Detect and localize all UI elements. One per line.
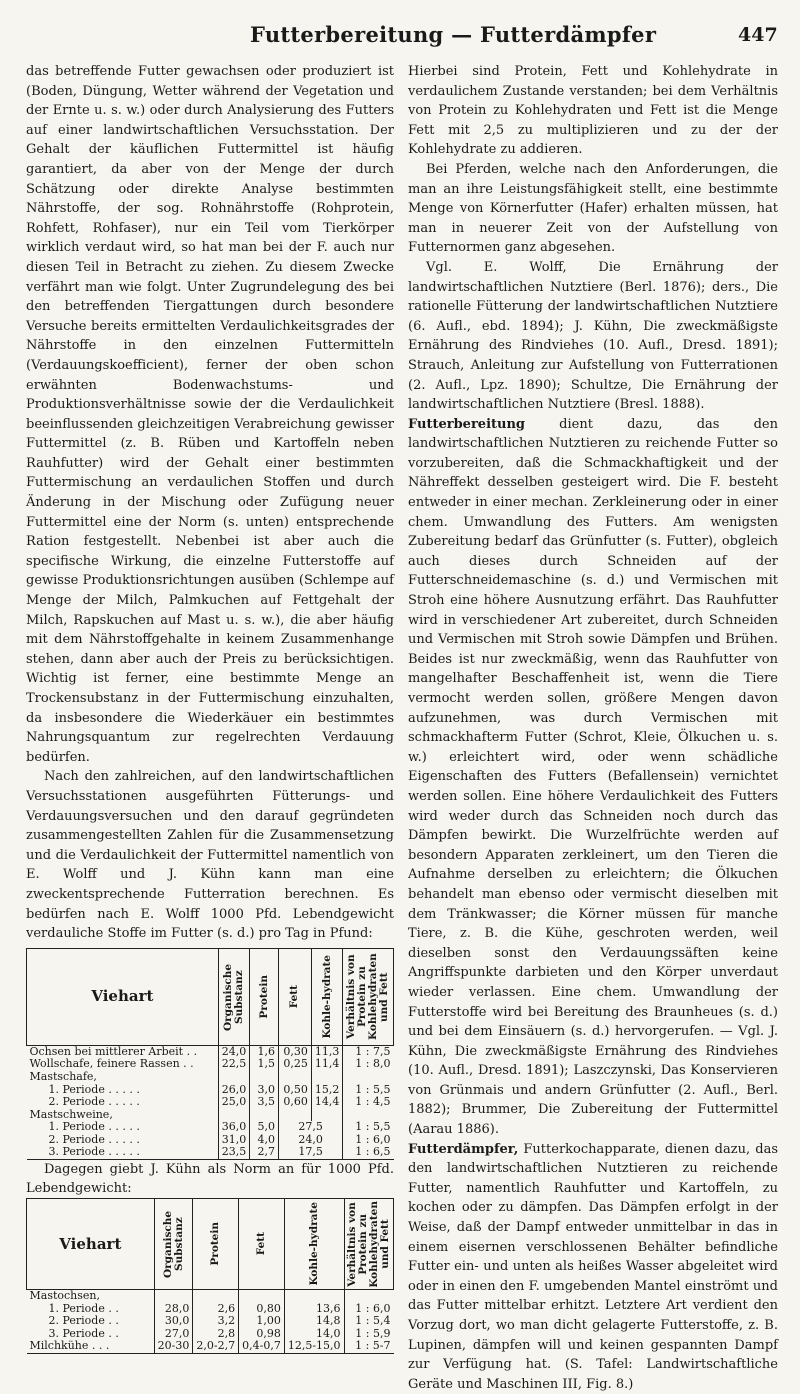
headword: Futterdämpfer, <box>408 1141 519 1157</box>
table-row: Mastschweine, <box>27 1109 394 1122</box>
column-header: Organische Substanz <box>154 1199 193 1290</box>
column-header: Protein <box>193 1199 239 1290</box>
table-row: 2. Periode . . . . . 25,0 3,5 0,60 14,4 1 : 4,5 <box>27 1096 394 1109</box>
entry-futterbereitung: Futterbereitung dient dazu, das den landwirtschaftlichen Nutztieren zu reichende Futter so vorzubereiten, daß die Schmackhaftigkeit und der Nähreffekt desselben gesteigert wird. Die F. besteht entweder in einer mechan. Zerkleinerung oder in einer chem. Umwandlung des Futters. Am wenigsten Zubereitung bedarf das Grünfutter (s. Futter), obgleich auch dieses durch Schneiden auf der Futterschneidemaschine (s. d.) und Vermischen mit Stroh eine höhere Ausnutzung erfährt. Das Rauhfutter wird in verschiedener Art zubereitet, durch Schneiden und Vermischen mit Stroh sowie Dämpfen und Brühen. Beides ist nur zweckmäßig, wenn das Rauhfutter von mangelhafter Beschaffenheit ist, wenn die Tiere vermocht werden sollen, größere Mengen davon aufzunehmen, was durch Vermischen mit schmackhafterm Futter (Schrot, Kleie, Ölkuchen u. s. w.) erleichtert wird, oder wenn schädliche Eigenschaften des Futters (Befallensein) vernichtet werden sollen. Eine höhere Verdaulichkeit des Futters wird weder durch das Schneiden noch durch das Dämpfen bewirkt. Die Wurzelfrüchte werden auf besondern Apparaten zerkleinert, um den Tieren die Aufnahme derselben zu erleichtern; die Ölkuchen behandelt man ebenso oder vermischt dieselben mit dem Tränkwasser; die Körner müssen für manche Tiere, z. B. die Kühe, geschroten werden, weil dieselben sonst den Verdauungssäften keine Angriffspunkte darbieten und den Körper unverdaut wieder verlassen. Eine chem. Umwandlung der Futterstoffe wird bei Bereitung des Braunheues (s. d.) und bei dem Einsäuern (s. d.) hervorgerufen. — Vgl. J. Kühn, Die zweckmäßigste Ernährung des Rindviehes (10. Aufl., Dresd. 1891); Laszczynski, Das Konservieren von Grünmais und andern Grünfutter (2. Aufl., Berl. 1882); Brummer, Die Zubereitung der Futtermittel (Aarau 1886). <box>408 416 778 1138</box>
paragraph: das betreffende Futter gewachsen oder produziert ist (Boden, Düngung, Wetter während der Vegetation und der Ernte u. s. w.) oder durch Analysierung des Futters auf einer landwirtschaftlichen Versuchsstation. Der Gehalt der käuflichen Futtermittel ist häufig garantiert, da aber von der Menge der durch Schätzung oder direkte Analyse bestimmten Nährstoffe, der sog. Rohnährstoffe (Rohprotein, Rohfett, Rohfaser), nur ein Teil vom Tierkörper wirklich verdaut wird, so hat man bei der F. auch nur diesen Teil in Betracht zu ziehen. Zu diesem Zwecke verfährt man wie folgt. Unter Zugrundelegung des bei den betreffenden Tiergattungen durch besondere Versuche bereits ermittelten Verdaulichkeitsgrades der Nährstoffe in den einzelnen Futtermitteln (Verdauungskoefficient), ferner der oben schon erwähnten Bodenwachstums- und Produktionsverhältnisse sowie der die Verdaulichkeit beeinflussenden gleichzeitigen Verabreichung gewisser Futtermittel (z. B. Rüben und Kartoffeln neben Rauhfutter) wird der Gehalt einer bestimmten Futtermischung an verdaulichen Stoffen und durch Änderung in der Mischung oder Zufügung neuer Futtermittel eine der Norm (s. unten) entsprechende Ration festgestellt. Nebenbei ist aber auch die specifische Wirkung, die einzelne Futterstoffe auf gewisse Produktionsrichtungen ausüben (Schlempe auf Menge der Milch, Palmkuchen auf Fettgehalt der Milch, Rapskuchen auf Mast u. s. w.), die aber häufig mit dem Nährstoffgehalte in keinem Zusammenhange stehen, dann aber auch der Preis zu berücksichtigen. Wichtig ist ferner, eine bestimmte Menge an Trockensubstanz in der Futtermischung einzuhalten, da insbesondere die Wiederkäuer ein bestimmtes Nahrungsquantum zur regelrechten Verdauung bedürfen. <box>26 64 394 765</box>
column-header: Viehart <box>27 948 219 1045</box>
feed-table-kuehn <box>26 1198 394 1354</box>
page-header <box>0 22 800 52</box>
table-row: 1. Periode . . 28,0 2,6 0,80 13,6 1 : 6,0 <box>27 1303 394 1316</box>
left-column <box>26 62 394 1354</box>
column-header: Verhältnis von Protein zu Kohlehydraten und Fett <box>343 948 394 1045</box>
table-row: 3. Periode . . 27,0 2,8 0,98 14,0 1 : 5,9 <box>27 1328 394 1341</box>
headword: Futterbereitung <box>408 416 525 432</box>
column-header: Protein <box>250 948 279 1045</box>
running-title: Futterbereitung — Futterdämpfer <box>250 22 657 47</box>
entry-futterdaempfer: Futterdämpfer, Futterkochapparate, dienen dazu, das den landwirtschaftlichen Nutztieren zu reichende Futter, namentlich Rauhfutter und Kartoffeln, zu kochen oder zu dämpfen. Das Dämpfen erfolgt in der Weise, daß der Dampf entweder unmittelbar in das in einem eisernen verschlossenen Behälter befindliche Futter ein- und unten als heißes Wasser abgeleitet wird oder in einen den F. umgebenden Mantel einströmt und das Futter mittelbar erhitzt. Letztere Art verdient den Vorzug dort, wo man dicht gelagerte Futterstoffe, z. B. Lupinen, dämpfen will und keinen gespannten Dampf zur Verfügung hat. (S. Tafel: Landwirtschaftliche Geräte und Maschinen III, Fig. 8.) <box>408 1141 778 1392</box>
paragraph: Bei Pferden, welche nach den Anforderungen, die man an ihre Leistungsfähigkeit stellt, eine bestimmte Menge von Körnerfutter (Hafer) erhalten müssen, hat man in neuerer Zeit von der Aufstellung von Futternormen ganz abgesehen. <box>408 161 778 256</box>
column-header: Verhältnis von Protein zu Kohlehydraten und Fett <box>344 1199 393 1290</box>
paragraph: Dagegen giebt J. Kühn als Norm an für 1000 Pfd. Lebendgewicht: <box>26 1162 394 1197</box>
column-header: Kohle-hydrate <box>311 948 343 1045</box>
table-row: 1. Periode . . . . . 36,0 5,0 27,5 1 : 5,5 <box>27 1121 394 1134</box>
table-row: Ochsen bei mittlerer Arbeit . . 24,0 1,6 0,30 11,3 1 : 7,5 <box>27 1045 394 1058</box>
table-row: 2. Periode . . . . . 31,0 4,0 24,0 1 : 6,0 <box>27 1134 394 1147</box>
table-row: Mastschafe, <box>27 1071 394 1084</box>
column-header: Organische Substanz <box>218 948 250 1045</box>
right-column <box>408 62 778 1394</box>
table-header-row <box>27 948 394 1045</box>
table-row: Wollschafe, feinere Rassen . . 22,5 1,5 0,25 11,4 1 : 8,0 <box>27 1058 394 1071</box>
table-row: 3. Periode . . . . . 23,5 2,7 17,5 1 : 6,5 <box>27 1146 394 1159</box>
column-header: Fett <box>239 1199 285 1290</box>
paragraph: Hierbei sind Protein, Fett und Kohlehydrate in verdaulichem Zustande verstanden; bei dem Verhältnis von Protein zu Kohlehydraten und Fett ist die Menge Fett mit 2,5 zu multiplizieren und zu der der Kohlehydrate zu addieren. <box>408 64 778 158</box>
feed-table-wolff <box>26 948 394 1160</box>
paragraph: Vgl. E. Wolff, Die Ernährung der landwirtschaftlichen Nutztiere (Berl. 1876); ders., Die rationelle Fütterung der landwirtschaftlichen Nutztiere (6. Aufl., ebd. 1894); J. Kühn, Die zweckmäßigste Ernährung des Rindviehes (10. Aufl., Dresd. 1891); Strauch, Anleitung zur Aufstellung von Futterrationen (2. Aufl., Lpz. 1890); Schultze, Die Ernährung der landwirtschaftlichen Nutztiere (Bresl. 1888). <box>408 259 778 413</box>
table-row: 2. Periode . . 30,0 3,2 1,00 14,8 1 : 5,4 <box>27 1315 394 1328</box>
table-row: Mastochsen, <box>27 1290 394 1303</box>
column-header: Fett <box>278 948 311 1045</box>
column-header: Kohle-hydrate <box>284 1199 344 1290</box>
paragraph: Nach den zahlreichen, auf den landwirtschaftlichen Versuchsstationen ausgeführten Fütterungs- und Verdauungsversuchen und den darauf gegründeten zusammengestellten Zahlen für die Zusammensetzung und die Verdaulichkeit der Futtermittel namentlich von E. Wolff und J. Kühn kann man eine zweckentsprechende Futterration berechnen. Es bedürfen nach E. Wolff 1000 Pfd. Lebendgewicht verdauliche Stoffe im Futter (s. d.) pro Tag in Pfund: <box>26 769 394 942</box>
table-row: 1. Periode . . . . . 26,0 3,0 0,50 15,2 1 : 5,5 <box>27 1084 394 1097</box>
table-row: Milchkühe . . . 20-30 2,0-2,7 0,4-0,7 12,5-15,0 1 : 5-7 <box>27 1340 394 1353</box>
column-header: Viehart <box>27 1199 155 1290</box>
table-header-row <box>27 1199 394 1290</box>
page-number: 447 <box>738 24 778 46</box>
